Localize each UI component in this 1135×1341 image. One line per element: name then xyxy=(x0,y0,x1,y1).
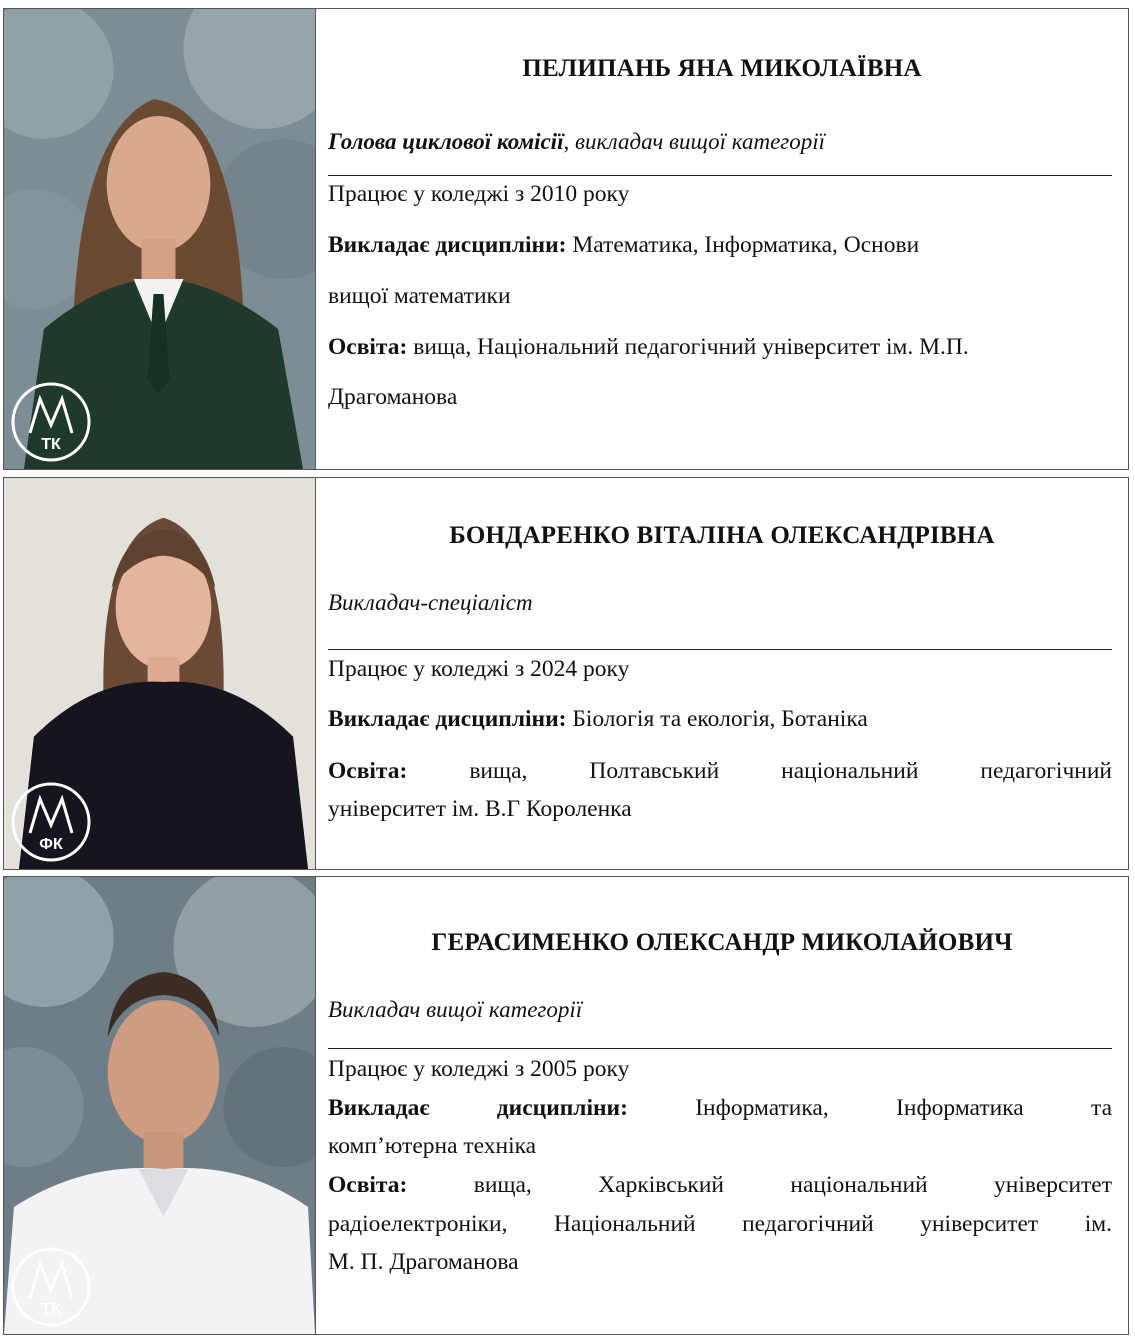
staff-since: Працює у коледжі з 2010 року xyxy=(328,181,630,207)
staff-info-1 xyxy=(316,9,1128,469)
staff-role xyxy=(328,129,825,155)
staff-photo-1 xyxy=(4,9,316,469)
education-text: вища, Харківський національний університет xyxy=(407,1172,1112,1198)
staff-card-3 xyxy=(3,876,1129,1335)
disciplines-text-cont: вищої математики xyxy=(328,283,511,309)
staff-education xyxy=(328,1172,1112,1199)
education-text: вища, Національний педагогічний університет ім. М.П. xyxy=(407,334,969,360)
staff-role-title: Голова циклової комісії xyxy=(328,129,564,154)
staff-card-2 xyxy=(3,477,1129,870)
disciplines-text: Математика, Інформатика, Основи xyxy=(566,232,920,258)
education-text-cont: Драгоманова xyxy=(328,384,458,410)
staff-card-1 xyxy=(3,8,1129,470)
education-label: Освіта: xyxy=(328,1172,408,1198)
divider xyxy=(328,175,1112,176)
staff-role: Викладач-спеціаліст xyxy=(328,590,533,615)
staff-name: ПЕЛИПАНЬ ЯНА МИКОЛАЇВНА xyxy=(522,55,922,82)
staff-info-2 xyxy=(316,478,1128,869)
college-logo-icon xyxy=(10,381,92,463)
staff-education xyxy=(328,758,1112,785)
disciplines-label: Викладає дисципліни: xyxy=(328,232,567,258)
education-text-cont: радіоелектроніки, Національний педагогічний університет ім. xyxy=(328,1211,1112,1237)
staff-role-rest: , викладач вищої категорії xyxy=(563,129,826,154)
staff-disciplines xyxy=(328,706,1112,733)
education-label: Освіта: xyxy=(328,758,408,784)
staff-photo-2 xyxy=(4,478,316,869)
svg-text:ТК: ТК xyxy=(41,436,61,453)
education-text-cont: університет ім. В.Г Короленка xyxy=(328,796,632,822)
divider xyxy=(328,1048,1112,1049)
divider xyxy=(328,649,1112,650)
staff-photo-3 xyxy=(4,877,316,1334)
staff-disciplines xyxy=(328,232,1112,259)
college-logo-icon xyxy=(10,1246,92,1328)
education-text: вища, Полтавський національний педагогічний xyxy=(407,758,1112,784)
staff-since: Працює у коледжі з 2024 року xyxy=(328,656,630,682)
staff-name: ГЕРАСИМЕНКО ОЛЕКСАНДР МИКОЛАЙОВИЧ xyxy=(431,929,1013,956)
disciplines-text: Інформатика, Інформатика та xyxy=(627,1095,1112,1121)
svg-text:ТК: ТК xyxy=(41,1301,61,1318)
staff-name: БОНДАРЕНКО ВІТАЛІНА ОЛЕКСАНДРІВНА xyxy=(449,522,995,549)
svg-text:ФК: ФК xyxy=(39,836,63,853)
staff-since: Працює у коледжі з 2005 року xyxy=(328,1056,630,1082)
disciplines-text-cont: комп’ютерна техніка xyxy=(328,1133,537,1159)
education-text-cont: М. П. Драгоманова xyxy=(328,1249,519,1275)
staff-disciplines xyxy=(328,1095,1112,1122)
staff-education xyxy=(328,334,1112,361)
staff-info-3 xyxy=(316,877,1128,1334)
disciplines-text: Біологія та екологія, Ботаніка xyxy=(566,706,868,732)
education-label: Освіта: xyxy=(328,334,408,360)
staff-role: Викладач вищої категорії xyxy=(328,997,583,1022)
college-logo-icon xyxy=(10,781,92,863)
disciplines-label: Викладає дисципліни: xyxy=(328,1095,628,1121)
disciplines-label: Викладає дисципліни: xyxy=(328,706,567,732)
